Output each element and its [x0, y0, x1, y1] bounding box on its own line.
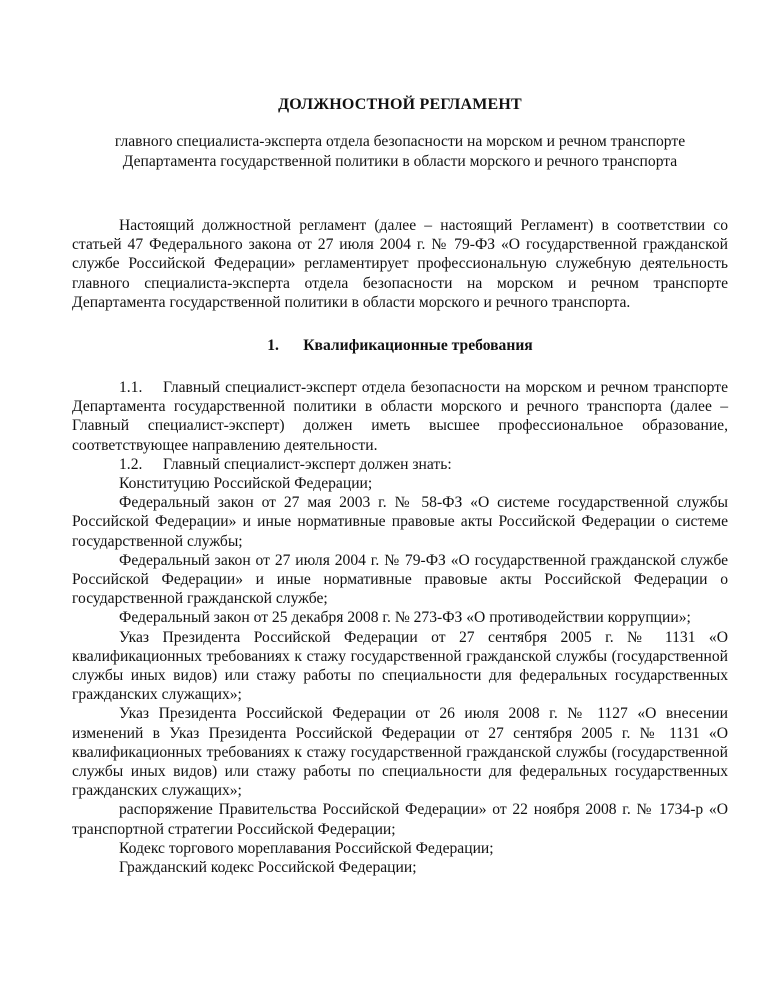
list-item: Указ Президента Российской Федерации от 26 июля 2008 г. № 1127 «О внесении изменений в Указ Президента Российской Федерации от 27 сентября 2005 г. № 1131 «О квалификационных требованиях к стажу государственной гражданской службы (государственной службы иных видов) или стажу работы по специальности для федеральных государственных гражданских служащих»; [72, 705, 728, 800]
paragraph-number: 1.1. [119, 379, 143, 397]
intro-paragraph: Настоящий должностной регламент (далее – настоящий Регламент) в соответствии со статьей 47 Федерального закона от 27 июля 2004 г. № 79-ФЗ «О государственной гражданской службе Российской Федерации» регламентирует профессиональную служебную деятельность главного специалиста-эксперта отдела безопасности на морском и речном транспорте Департамента государственной политики в области морского и речного транспорта. [72, 217, 728, 311]
list-item: Федеральный закон от 25 декабря 2008 г. № 273-ФЗ «О противодействии коррупции»; [119, 609, 691, 627]
section-number: 1. [267, 337, 279, 355]
list-item: распоряжение Правительства Российской Федерации» от 22 ноября 2008 г. № 1734-р «О транспортной стратегии Российской Федерации; [72, 801, 728, 838]
list-item: Конституцию Российской Федерации; [119, 475, 373, 493]
paragraph-1-2 [72, 455, 728, 474]
paragraph-text: Главный специалист-эксперт должен знать: [163, 455, 452, 473]
paragraph-text: Главный специалист-эксперт отдела безопасности на морском и речном транспорте Департамента государственной политики в области морского и речного транспорта (далее – Главный специалист-эксперт) должен иметь высшее профессиональное образование, соответствующее направлению деятельности. [72, 379, 728, 454]
document-subtitle: главного специалиста-эксперта отдела безопасности на морском и речном транспорте Департамента государственной политики в области морского и речного транспорта [114, 133, 686, 170]
section-heading [72, 336, 728, 356]
document-title: ДОЛЖНОСТНОЙ РЕГЛАМЕНТ [278, 96, 522, 113]
list-item: Федеральный закон от 27 мая 2003 г. № 58-ФЗ «О системе государственной службы Российской Федерации» и иные нормативные правовые акты Российской Федерации о системе государственной службы; [72, 494, 728, 550]
section-title: Квалификационные требования [303, 337, 533, 355]
paragraph-1-1 [72, 378, 728, 455]
paragraph-number: 1.2. [119, 455, 143, 473]
list-item: Указ Президента Российской Федерации от 27 сентября 2005 г. № 1131 «О квалификационных требованиях к стажу государственной гражданской службы (государственной службы иных видов) или стажу работы по специальности для федеральных государственных гражданских служащих»; [72, 628, 728, 704]
list-item: Гражданский кодекс Российской Федерации; [119, 859, 417, 877]
list-item: Федеральный закон от 27 июля 2004 г. № 79-ФЗ «О государственной гражданской службе Российской Федерации» и иные нормативные правовые акты Российской Федерации о государственной гражданской службе; [72, 551, 728, 608]
list-item: Кодекс торгового мореплавания Российской Федерации; [119, 839, 494, 857]
